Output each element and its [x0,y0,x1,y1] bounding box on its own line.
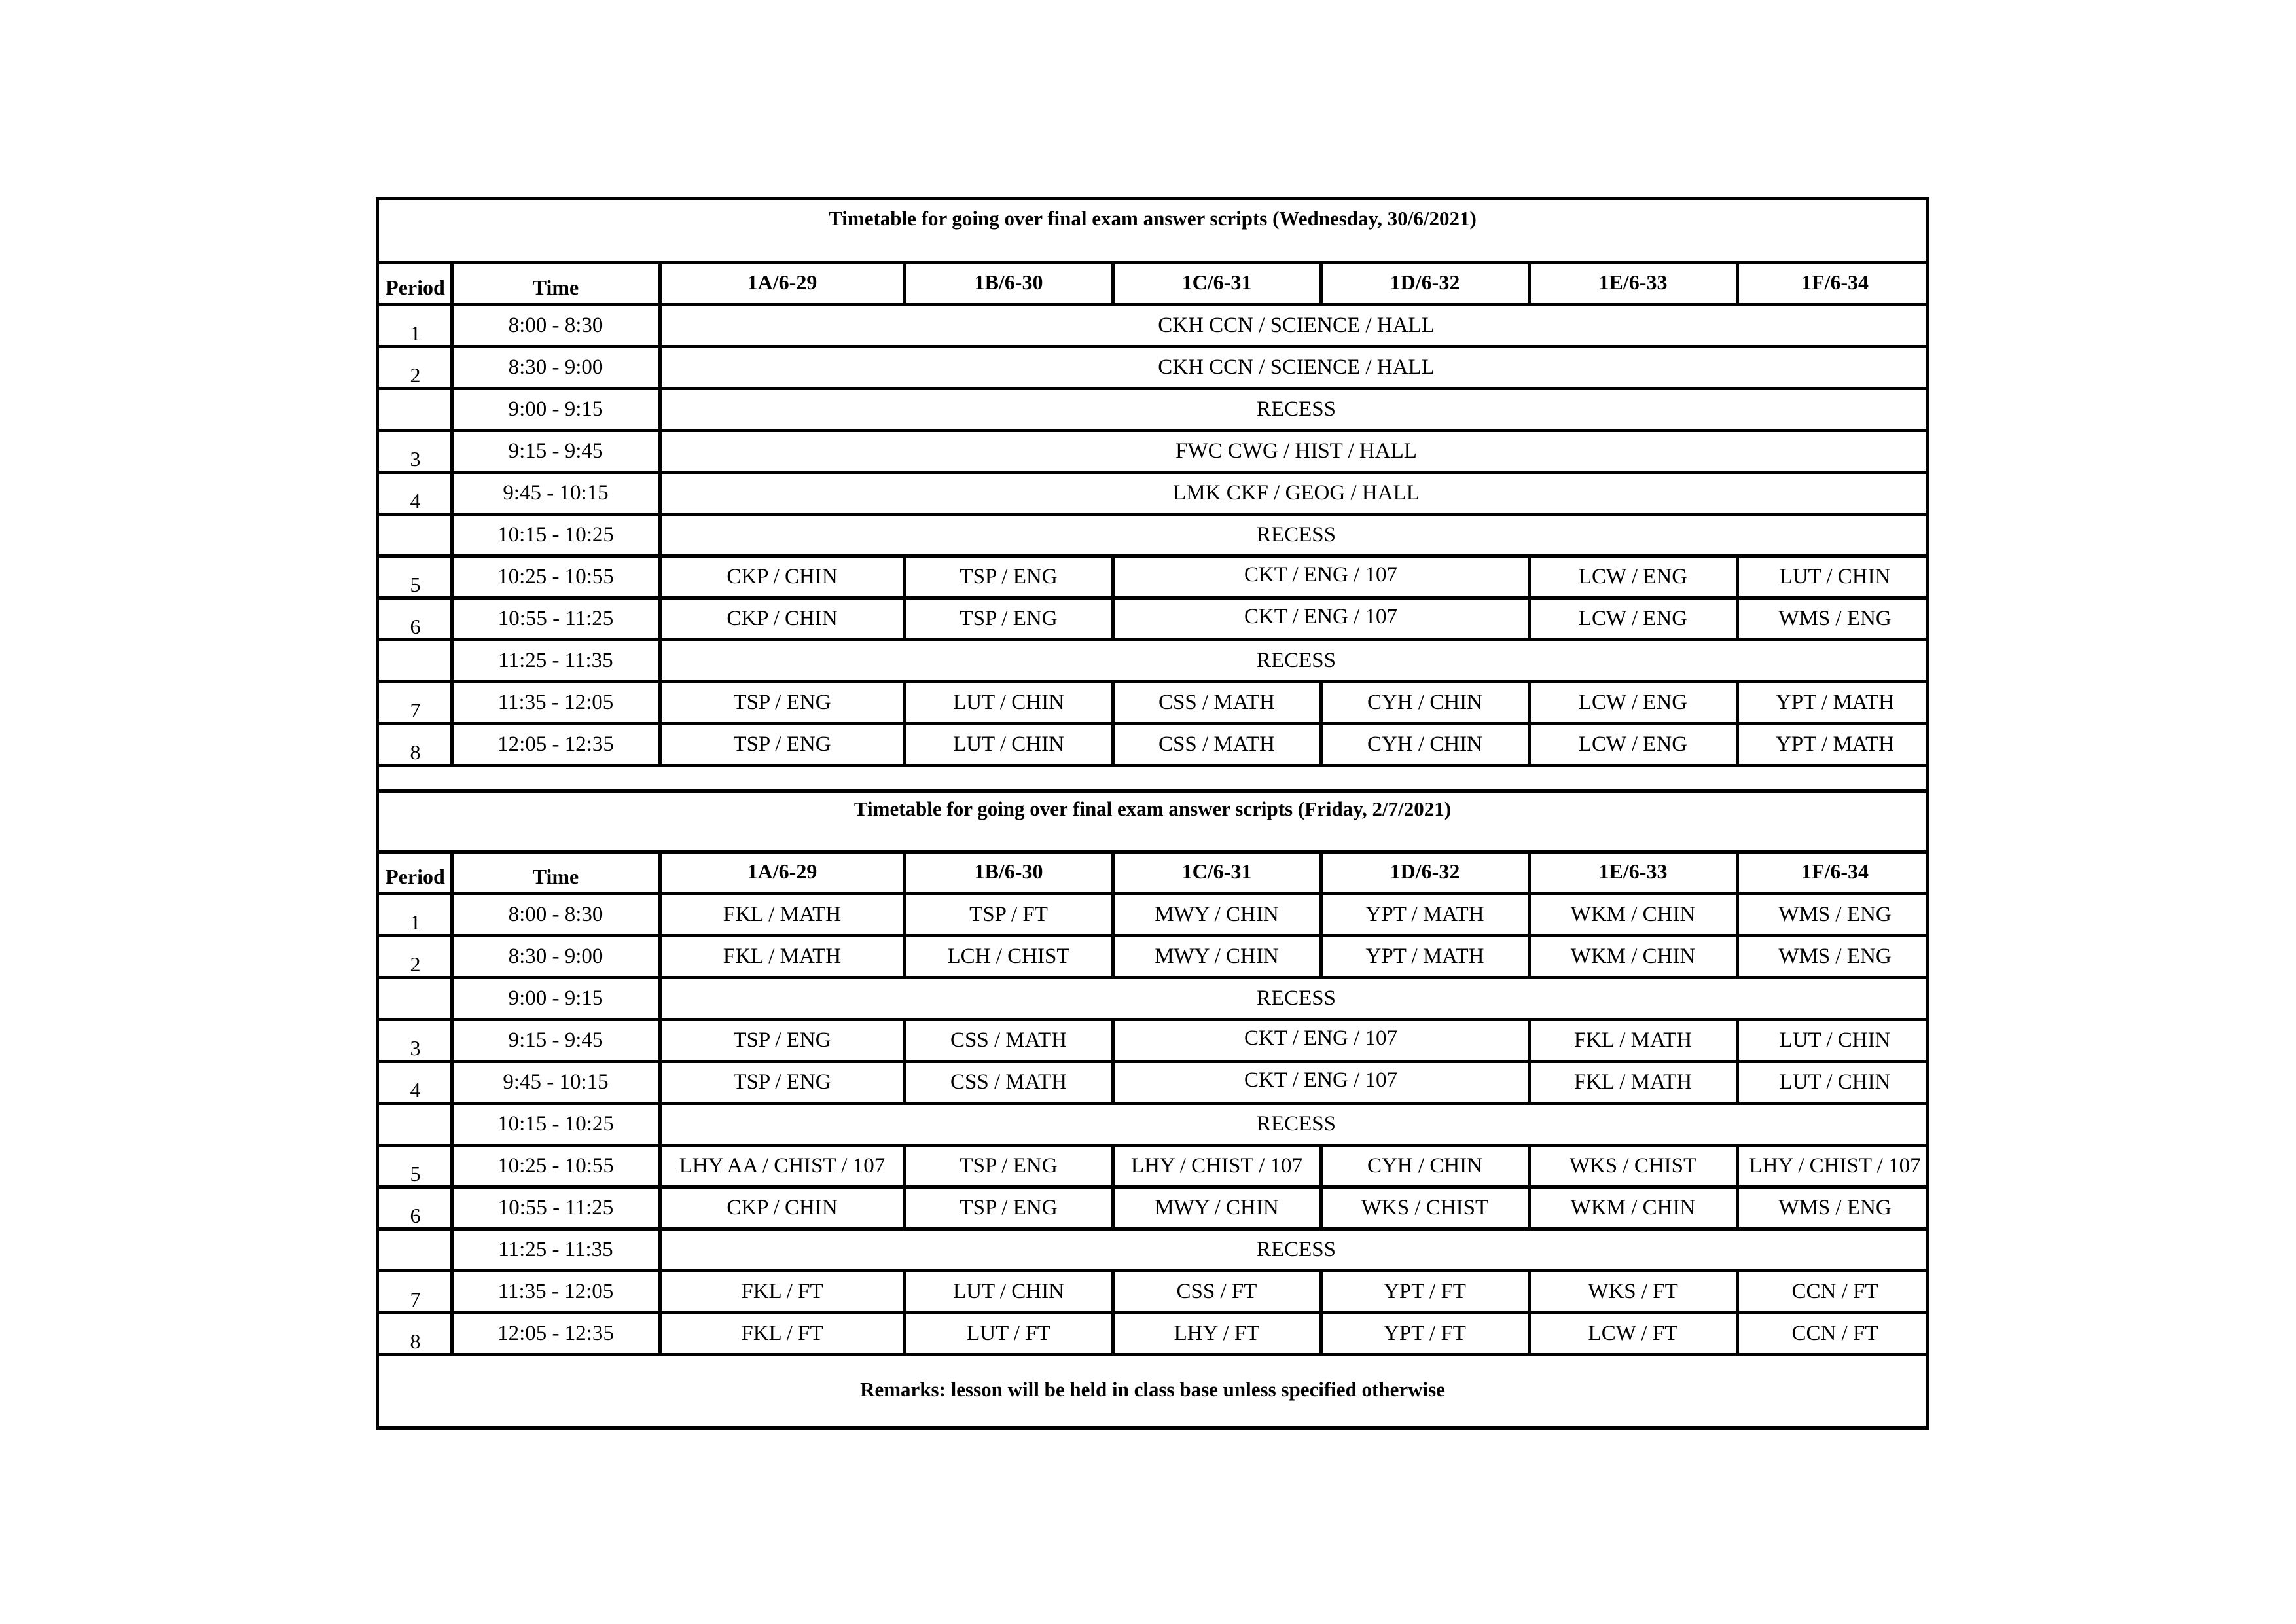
grid-line [1319,262,1323,304]
period-number: 2 [410,952,421,976]
lesson-cell: CSS / MATH [1158,732,1275,756]
grid-line [450,1145,454,1187]
grid-line [450,681,454,723]
class-column-header: 1B/6-30 [974,859,1043,883]
grid-line [450,640,454,681]
remarks-note: Remarks: lesson will be held in class base unless specified otherwise [860,1378,1445,1401]
lesson-cell: WKM / CHIN [1570,1196,1696,1219]
lesson-cell: CCN / FT [1791,1322,1878,1345]
time-slot: 8:30 - 9:00 [508,945,603,968]
grid-line [903,262,906,304]
period-number: 8 [410,740,421,764]
lesson-cell: WKM / CHIN [1570,903,1696,926]
lesson-cell: WKS / CHIST [1361,1196,1489,1219]
period-number: 7 [410,698,421,722]
lesson-cell: WMS / ENG [1778,903,1892,926]
lesson-cell: LHY / FT [1174,1322,1260,1345]
period-number: 1 [410,911,421,934]
lesson-cell: LCW / ENG [1578,607,1688,630]
lesson-cell: FKL / MATH [723,945,842,968]
lesson-cell: YPT / FT [1384,1322,1466,1345]
recess-cell: RECESS [1256,649,1336,672]
lesson-cell: WKM / CHIN [1570,945,1696,968]
grid-line [379,1353,1926,1356]
lesson-cell: FKL / MATH [1573,1028,1693,1052]
grid-line [903,852,906,893]
lesson-cell: LUT / CHIN [1779,1070,1891,1094]
grid-line [379,764,1926,767]
lesson-cell: LUT / CHIN [953,732,1064,756]
time-slot: 12:05 - 12:35 [497,1322,614,1345]
lesson-cell: TSP / ENG [733,691,831,714]
lesson-cell: FKL / MATH [1573,1070,1693,1094]
period-number: 5 [410,1162,421,1185]
lesson-cell: CYH / CHIN [1367,691,1482,714]
table-title: Timetable for going over final exam answer scripts (Friday, 2/7/2021) [853,797,1452,820]
lesson-cell: YPT / MATH [1776,732,1894,756]
grid-line [1319,852,1323,893]
class-column-header: 1D/6-32 [1390,859,1460,883]
grid-line [1736,852,1739,893]
lesson-cell: WMS / ENG [1778,945,1892,968]
lesson-cell: TSP / ENG [733,732,831,756]
grid-line [1528,852,1531,893]
lesson-cell: LHY / CHIST / 107 [1130,1154,1303,1178]
grid-line [450,852,454,893]
grid-line [450,472,454,514]
lesson-cell: CYH / CHIN [1367,732,1482,756]
time-header: Time [532,276,579,299]
class-column-header: 1A/6-29 [747,270,817,294]
time-slot: 9:45 - 10:15 [503,1070,609,1094]
time-slot: 9:00 - 9:15 [508,986,603,1010]
time-slot: 11:35 - 12:05 [497,1280,614,1303]
grid-line [450,430,454,472]
grid-line [658,262,662,304]
lesson-cell: TSP / ENG [960,565,1058,588]
lesson-cell: LUT / CHIN [1779,1028,1891,1052]
grid-line [1111,852,1115,893]
grid-line [450,1103,454,1145]
lesson-cell: TSP / ENG [960,1154,1058,1178]
time-slot: 8:00 - 8:30 [508,314,603,337]
grid-line [450,935,454,977]
lesson-cell: FKL / FT [741,1280,823,1303]
period-number: 4 [410,1078,421,1102]
class-column-header: 1C/6-31 [1181,859,1252,883]
lesson-cell: CKT / ENG / 107 [1244,605,1398,628]
grid-line [658,852,662,893]
lesson-cell: LUT / CHIN [1779,565,1891,588]
lesson-cell: TSP / ENG [960,1196,1058,1219]
time-slot: 11:25 - 11:35 [498,649,613,672]
time-slot: 9:00 - 9:15 [508,397,603,421]
lesson-cell: LCW / ENG [1578,565,1688,588]
lesson-cell: TSP / FT [969,903,1048,926]
lesson-cell: CYH / CHIN [1367,1154,1482,1178]
recess-cell: RECESS [1256,986,1336,1010]
lesson-cell: TSP / ENG [733,1070,831,1094]
period-number: 1 [410,321,421,345]
time-slot: 9:15 - 9:45 [508,439,603,463]
class-column-header: 1F/6-34 [1801,859,1869,883]
lesson-cell: FKL / FT [741,1322,823,1345]
period-number: 8 [410,1329,421,1353]
grid-line [450,1019,454,1061]
time-slot: 8:00 - 8:30 [508,903,603,926]
lesson-cell: WKS / FT [1588,1280,1678,1303]
lesson-cell: CCN / FT [1791,1280,1878,1303]
period-number: 3 [410,1036,421,1060]
lesson-cell: CSS / MATH [950,1070,1067,1094]
lesson-cell: CSS / MATH [950,1028,1067,1052]
timetable-sheet [376,197,1929,1430]
grid-line [450,1229,454,1271]
lesson-cell: LCW / FT [1588,1322,1678,1345]
lesson-cell: MWY / CHIN [1155,1196,1279,1219]
time-slot: 10:25 - 10:55 [497,565,614,588]
grid-line [1528,262,1531,304]
grid-line [1736,262,1739,304]
time-slot: 9:15 - 9:45 [508,1028,603,1052]
lesson-cell: WMS / ENG [1778,607,1892,630]
grid-line [379,789,1926,793]
time-slot: 10:15 - 10:25 [497,1112,614,1136]
lesson-cell: LCW / ENG [1578,732,1688,756]
grid-line [450,346,454,388]
time-slot: 8:30 - 9:00 [508,355,603,379]
class-column-header: 1F/6-34 [1801,270,1869,294]
lesson-cell: MWY / CHIN [1155,945,1279,968]
lesson-cell: CKP / CHIN [726,565,838,588]
grid-line [450,304,454,346]
table-title: Timetable for going over final exam answer scripts (Wednesday, 30/6/2021) [829,207,1477,230]
lesson-cell: WMS / ENG [1778,1196,1892,1219]
period-number: 7 [410,1288,421,1311]
lesson-cell: LCH / CHIST [947,945,1070,968]
time-slot: 10:25 - 10:55 [497,1154,614,1178]
grid-line [450,977,454,1019]
grid-line [450,1312,454,1354]
time-slot: 10:55 - 11:25 [497,1196,614,1219]
grid-line [450,723,454,765]
time-slot: 12:05 - 12:35 [497,732,614,756]
grid-line [450,1061,454,1103]
lesson-cell: YPT / MATH [1776,691,1894,714]
lesson-cell: LHY AA / CHIST / 107 [679,1154,886,1178]
grid-line [1111,262,1115,304]
lesson-cell: FWC CWG / HIST / HALL [1175,439,1417,463]
recess-cell: RECESS [1256,397,1336,421]
lesson-cell: CKH CCN / SCIENCE / HALL [1158,314,1435,337]
recess-cell: RECESS [1256,1238,1336,1261]
time-slot: 9:45 - 10:15 [503,481,609,505]
lesson-cell: LUT / CHIN [953,1280,1064,1303]
time-slot: 11:25 - 11:35 [498,1238,613,1261]
recess-cell: RECESS [1256,1112,1336,1136]
lesson-cell: CKT / ENG / 107 [1244,1068,1398,1092]
lesson-cell: LMK CKF / GEOG / HALL [1173,481,1420,505]
period-number: 5 [410,573,421,596]
grid-line [450,598,454,640]
class-column-header: 1A/6-29 [747,859,817,883]
lesson-cell: LCW / ENG [1578,691,1688,714]
lesson-cell: WKS / CHIST [1569,1154,1697,1178]
period-number: 2 [410,363,421,387]
recess-cell: RECESS [1256,523,1336,547]
lesson-cell: CSS / MATH [1158,691,1275,714]
lesson-cell: CKT / ENG / 107 [1244,563,1398,586]
lesson-cell: LUT / FT [967,1322,1050,1345]
period-header: Period [386,276,445,299]
lesson-cell: CKP / CHIN [726,607,838,630]
time-slot: 10:55 - 11:25 [497,607,614,630]
grid-line [450,556,454,598]
lesson-cell: TSP / ENG [733,1028,831,1052]
grid-line [450,893,454,935]
period-number: 3 [410,447,421,471]
lesson-cell: YPT / MATH [1365,903,1484,926]
class-column-header: 1B/6-30 [974,270,1043,294]
period-header: Period [386,865,445,888]
lesson-cell: LUT / CHIN [953,691,1064,714]
class-column-header: 1D/6-32 [1390,270,1460,294]
period-number: 4 [410,489,421,513]
time-slot: 10:15 - 10:25 [497,523,614,547]
time-header: Time [532,865,579,888]
lesson-cell: FKL / MATH [723,903,842,926]
grid-line [450,514,454,556]
class-column-header: 1C/6-31 [1181,270,1252,294]
class-column-header: 1E/6-33 [1598,270,1668,294]
grid-line [450,1271,454,1312]
grid-line [450,388,454,430]
grid-line [450,1187,454,1229]
class-column-header: 1E/6-33 [1598,859,1668,883]
lesson-cell: CSS / FT [1176,1280,1257,1303]
time-slot: 11:35 - 12:05 [497,691,614,714]
lesson-cell: CKT / ENG / 107 [1244,1026,1398,1050]
lesson-cell: TSP / ENG [960,607,1058,630]
lesson-cell: YPT / MATH [1365,945,1484,968]
lesson-cell: MWY / CHIN [1155,903,1279,926]
lesson-cell: CKH CCN / SCIENCE / HALL [1158,355,1435,379]
lesson-cell: CKP / CHIN [726,1196,838,1219]
lesson-cell: LHY / CHIST / 107 [1749,1154,1921,1178]
grid-line [450,262,454,304]
lesson-cell: YPT / FT [1384,1280,1466,1303]
period-number: 6 [410,1204,421,1227]
period-number: 6 [410,615,421,638]
